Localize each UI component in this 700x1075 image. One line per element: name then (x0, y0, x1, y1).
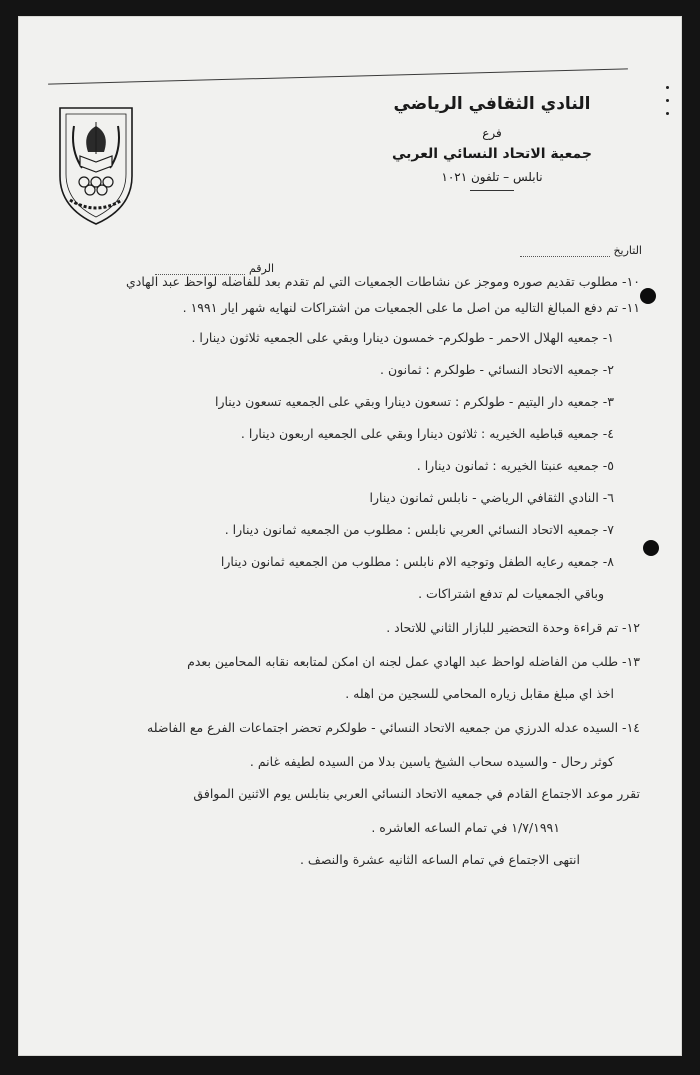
association-name: جمعية الاتحاد النسائي العربي (392, 146, 592, 162)
date-label: التاريخ (613, 244, 642, 257)
body-line: اخذ اي مبلغ مقابل زياره المحامي للسجين من اهله . (345, 686, 614, 701)
body-line: ١٣- طلب من الفاضله لواحظ عبد الهادي عمل لجنه ان امكن لمتابعه نقابه المحامين بعدم (187, 654, 640, 669)
branch-label: فرع (482, 126, 502, 140)
letter-page (18, 16, 682, 1056)
body-line: ٤- جمعيه قباطيه الخيريه : ثلاثون دينارا وبقي على الجمعيه اربعون دينارا . (240, 426, 614, 441)
body-line: ٣- جمعيه دار اليتيم - طولكرم : تسعون دينارا وبقي على الجمعيه تسعون دينارا (214, 394, 614, 409)
top-rule (48, 68, 628, 84)
body-line: تقرر موعد الاجتماع القادم في جمعيه الاتحاد النسائي العربي بنابلس يوم الاثنين الموافق (193, 786, 640, 801)
body-line: ١١- تم دفع المبالغ التاليه من اصل ما على الجمعيات من اشتراكات لنهايه شهر ايار ١٩٩١ . (182, 300, 640, 315)
body-line: ١/٧/١٩٩١ في تمام الساعه العاشره . (371, 820, 560, 835)
date-field (520, 244, 642, 257)
body-line: ٧- جمعيه الاتحاد النسائي العربي نابلس : مطلوب من الجمعيه ثمانون دينارا . (224, 522, 614, 537)
body-line: انتهى الاجتماع في تمام الساعه الثانيه عشرة والنصف . (299, 852, 580, 867)
date-dotted-line (520, 256, 610, 257)
body-line: ١٠- مطلوب تقديم صوره وموجز عن نشاطات الجمعيات التي لم تقدم بعد للفاضله لواحظ عبد الهادي (125, 274, 640, 289)
club-name: النادي الثقافي الرياضي (393, 94, 591, 114)
city-phone: نابلس – تلفون ١٠٢١ (441, 170, 543, 184)
club-emblem-logo (52, 104, 140, 228)
number-label: الرقم (248, 262, 274, 275)
body-line: ١٢- تم قراءة وحدة التحضير للبازار الثاني للاتحاد . (386, 620, 640, 635)
letterhead (362, 94, 622, 191)
body-line: ٥- جمعيه عنبتا الخيريه : ثمانون دينارا . (416, 458, 614, 473)
punch-hole (640, 288, 656, 304)
punch-hole (643, 540, 659, 556)
body-line: وباقي الجمعيات لم تدفع اشتراكات . (418, 586, 604, 601)
body-line: ٦- النادي الثقافي الرياضي - نابلس ثمانون دينارا (369, 490, 614, 505)
body-line: ١- جمعيه الهلال الاحمر - طولكرم- خمسون دينارا وبقي على الجمعيه ثلاثون دينارا . (191, 330, 614, 345)
body-line: ١٤- السيده عدله الدرزي من جمعيه الاتحاد النسائي - طولكرم تحضر اجتماعات الفرع مع الفاضله (147, 720, 640, 735)
body-line: كوثر رحال - والسيده سحاب الشيخ ياسين بدلا من السيده لطيفه غانم . (249, 754, 614, 769)
body-line: ٨- جمعيه رعايه الطفل وتوجيه الام نابلس : مطلوب من الجمعيه ثمانون دينارا (220, 554, 614, 569)
body-line: ٢- جمعيه الاتحاد النسائي - طولكرم : ثمانون . (380, 362, 614, 377)
header-underline (470, 190, 514, 191)
page-dots (658, 86, 678, 136)
